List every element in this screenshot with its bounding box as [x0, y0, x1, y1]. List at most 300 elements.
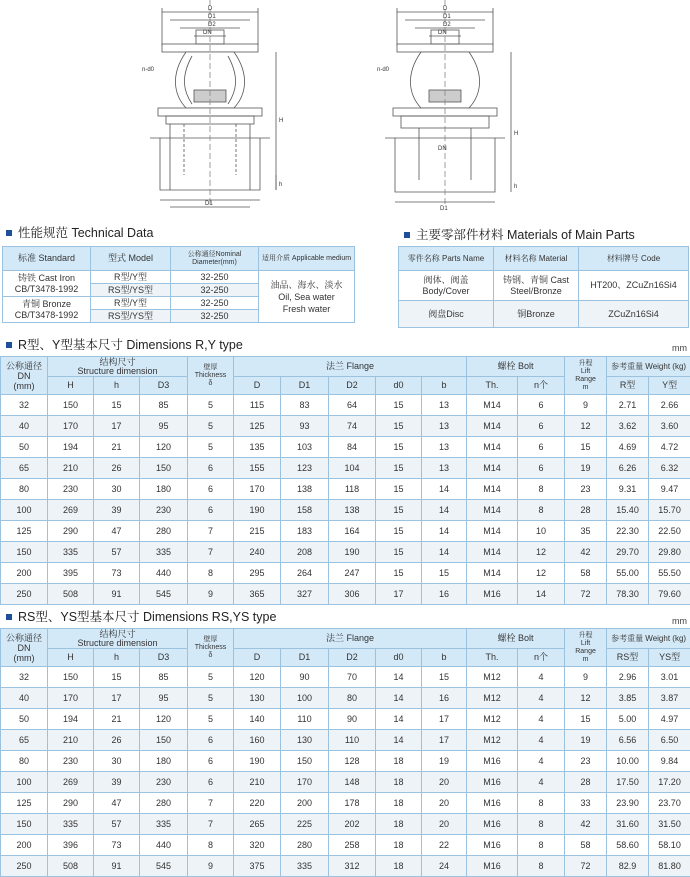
table-cell: 32 — [1, 395, 48, 416]
dim-label-d: D — [208, 6, 213, 12]
table-cell: 9 — [188, 584, 234, 605]
table-cell: M12 — [467, 688, 518, 709]
table-row — [1, 856, 690, 877]
table-cell: 8 — [188, 563, 234, 584]
dim-label-d1-bottom: D1 — [440, 206, 448, 212]
table-row — [1, 584, 690, 605]
table-cell: M14 — [467, 542, 518, 563]
table-cell: 2.66 — [649, 395, 690, 416]
table-cell: 280 — [281, 835, 329, 856]
header-bolt: 螺栓 Bolt — [467, 629, 565, 649]
table-cell: 58.10 — [649, 835, 690, 856]
tech-header-dn: 公称通径Nominal Diameter(mm) — [171, 247, 259, 271]
table-cell: M16 — [467, 584, 518, 605]
table-cell: 74 — [329, 416, 376, 437]
table-cell: 12 — [565, 416, 607, 437]
table-cell: 365 — [234, 584, 281, 605]
table-cell: 15 — [565, 709, 607, 730]
table-cell: 15 — [376, 437, 422, 458]
table-cell: 6 — [518, 458, 565, 479]
subheader-d1: D1 — [281, 649, 329, 667]
dimensions-table-rsys-body — [1, 667, 690, 877]
table-cell: 215 — [234, 521, 281, 542]
table-cell: 14 — [376, 688, 422, 709]
table-cell: 50 — [1, 709, 48, 730]
table-cell: 164 — [329, 521, 376, 542]
table-cell: 9.84 — [649, 751, 690, 772]
table-cell: 250 — [1, 856, 48, 877]
table-cell: 210 — [48, 458, 94, 479]
table-cell: 280 — [140, 521, 188, 542]
table-cell: 155 — [234, 458, 281, 479]
section-title-materials: 主要零部件材料 Materials of Main Parts — [404, 225, 635, 243]
table-cell: 545 — [140, 584, 188, 605]
table-cell: 15 — [376, 563, 422, 584]
table-cell: 335 — [48, 542, 94, 563]
table-cell: 14 — [376, 667, 422, 688]
table-cell: 73 — [94, 835, 140, 856]
materials-header-row — [399, 247, 689, 271]
table-cell: M16 — [467, 814, 518, 835]
table-cell: 7 — [188, 793, 234, 814]
subheader-n: n个 — [518, 377, 565, 395]
table-cell: 18 — [376, 772, 422, 793]
valve-drawing-rsys — [375, 0, 525, 215]
table-cell: 7 — [188, 814, 234, 835]
table-cell: 40 — [1, 416, 48, 437]
table-cell: 80 — [1, 751, 48, 772]
table-cell: 247 — [329, 563, 376, 584]
table-cell: 230 — [140, 500, 188, 521]
subheader-th: Th. — [467, 377, 518, 395]
table-cell: 14 — [376, 730, 422, 751]
tech-std-bronze: 青铜 Bronze CB/T3478-1992 — [3, 297, 91, 323]
table-cell: M14 — [467, 416, 518, 437]
table-cell: 30 — [94, 479, 140, 500]
subheader-b: b — [422, 377, 467, 395]
table-row — [1, 688, 690, 709]
table-cell: 15 — [376, 416, 422, 437]
subheader-d: D — [234, 649, 281, 667]
table-cell: 312 — [329, 856, 376, 877]
subheader-d0: d0 — [376, 649, 422, 667]
table-cell: 508 — [48, 584, 94, 605]
table-cell: 6 — [188, 772, 234, 793]
table-cell: 8 — [518, 793, 565, 814]
table-cell: 125 — [234, 416, 281, 437]
table-cell: 72 — [565, 856, 607, 877]
table-cell: 115 — [234, 395, 281, 416]
table-cell: 15 — [422, 667, 467, 688]
table-cell: 138 — [329, 500, 376, 521]
table-cell: 23 — [565, 751, 607, 772]
table-cell: 65 — [1, 730, 48, 751]
table-cell: 57 — [94, 814, 140, 835]
dimensions-table-ry — [0, 356, 690, 605]
table-cell: 13 — [422, 437, 467, 458]
table-cell: M14 — [467, 500, 518, 521]
table-cell: 3.62 — [607, 416, 649, 437]
table-cell: M14 — [467, 521, 518, 542]
table-cell: 4 — [518, 667, 565, 688]
table-cell: 123 — [281, 458, 329, 479]
valve-drawing-ry-svg — [140, 0, 290, 215]
table-cell: 6 — [518, 437, 565, 458]
table-cell: 72 — [565, 584, 607, 605]
table-cell: 42 — [565, 542, 607, 563]
table-cell: 5 — [188, 709, 234, 730]
table-cell: 80 — [1, 479, 48, 500]
table-cell: 8 — [518, 856, 565, 877]
table-cell: 202 — [329, 814, 376, 835]
table-cell: 5 — [188, 688, 234, 709]
dim-label-dn: DN — [438, 30, 447, 36]
table-cell: 6 — [188, 500, 234, 521]
materials-part: 阀体、阀盖 Body/Cover — [399, 271, 494, 301]
table-cell: 150 — [1, 542, 48, 563]
section-title-tech: 性能规范 Technical Data — [6, 223, 153, 241]
table-cell: 93 — [281, 416, 329, 437]
table-cell: 10 — [518, 521, 565, 542]
dim-label-d: D — [443, 6, 448, 12]
tech-header-standard: 标准 Standard — [3, 247, 91, 271]
table-cell: 90 — [281, 667, 329, 688]
subheader-d2: D2 — [329, 377, 376, 395]
tech-model: R型/Y型 — [91, 297, 171, 310]
table-cell: 130 — [281, 730, 329, 751]
table-cell: 5 — [188, 416, 234, 437]
table-cell: 6 — [188, 479, 234, 500]
bullet-square-icon — [6, 614, 12, 620]
table-row — [1, 542, 690, 563]
table-cell: 16 — [422, 688, 467, 709]
dimensions-table-rsys — [0, 628, 690, 877]
table-cell: 8 — [188, 835, 234, 856]
table-cell: 6 — [518, 395, 565, 416]
table-cell: 18 — [376, 856, 422, 877]
dim-label-dn: DN — [203, 30, 212, 36]
table-cell: 2.71 — [607, 395, 649, 416]
materials-code: HT200、ZCuZn16Si4 — [579, 271, 689, 301]
dimensions-table-ry-body — [1, 395, 690, 605]
table-cell: 39 — [94, 500, 140, 521]
bullet-square-icon — [404, 232, 410, 238]
table-cell: 269 — [48, 500, 94, 521]
table-cell: 148 — [329, 772, 376, 793]
table-cell: 180 — [140, 751, 188, 772]
table-cell: 14 — [422, 500, 467, 521]
table-cell: 5 — [188, 395, 234, 416]
table-cell: 9 — [565, 667, 607, 688]
table-cell: 15 — [565, 437, 607, 458]
table-row — [1, 437, 690, 458]
table-cell: 150 — [1, 814, 48, 835]
dim-label-nd0: n-d0 — [142, 67, 155, 73]
table-cell: 24 — [422, 856, 467, 877]
table-cell: 335 — [48, 814, 94, 835]
header-thickness: 壁厚 Thickness δ — [188, 629, 234, 667]
table-cell: 14 — [422, 521, 467, 542]
table-cell: 545 — [140, 856, 188, 877]
table-cell: M12 — [467, 730, 518, 751]
table-cell: 208 — [281, 542, 329, 563]
table-cell: 6.50 — [649, 730, 690, 751]
table-cell: 6.56 — [607, 730, 649, 751]
table-cell: 64 — [329, 395, 376, 416]
table-cell: 65 — [1, 458, 48, 479]
table-cell: 194 — [48, 437, 94, 458]
unit-label-rsys: mm — [672, 616, 687, 626]
table-cell: 14 — [422, 542, 467, 563]
table-cell: 26 — [94, 458, 140, 479]
materials-header-part: 零件名称 Parts Name — [399, 247, 494, 271]
table-cell: 395 — [48, 563, 94, 584]
table-cell: 13 — [422, 395, 467, 416]
subheader-d2: D2 — [329, 649, 376, 667]
table-cell: 6.32 — [649, 458, 690, 479]
table-cell: 3.60 — [649, 416, 690, 437]
table-cell: 15.40 — [607, 500, 649, 521]
table-cell: 320 — [234, 835, 281, 856]
table-cell: 290 — [48, 521, 94, 542]
table-cell: 21 — [94, 437, 140, 458]
table-cell: 15 — [376, 395, 422, 416]
table-cell: 12 — [565, 688, 607, 709]
table-cell: 295 — [234, 563, 281, 584]
table-cell: 2.96 — [607, 667, 649, 688]
table-cell: 18 — [376, 814, 422, 835]
table-cell: 22 — [422, 835, 467, 856]
table-cell: 18 — [376, 793, 422, 814]
header-lift: 升程 Lift Range m — [565, 629, 607, 667]
table-cell: 5 — [188, 667, 234, 688]
table-cell: 9.47 — [649, 479, 690, 500]
table-cell: 13 — [422, 416, 467, 437]
table-cell: 178 — [329, 793, 376, 814]
table-cell: 103 — [281, 437, 329, 458]
dim-label-nd0: n-d0 — [377, 67, 390, 73]
table-cell: 200 — [1, 563, 48, 584]
table-cell: 19 — [565, 458, 607, 479]
table-cell: 33 — [565, 793, 607, 814]
valve-drawing-ry — [140, 0, 290, 215]
tech-table — [2, 246, 355, 323]
table-cell: 17 — [422, 730, 467, 751]
table-cell: 35 — [565, 521, 607, 542]
table-cell: 15 — [376, 500, 422, 521]
table-cell: 81.80 — [649, 856, 690, 877]
table-row — [1, 730, 690, 751]
table-cell: 210 — [48, 730, 94, 751]
table-cell: 170 — [48, 688, 94, 709]
table-cell: 17 — [376, 584, 422, 605]
table-row — [1, 814, 690, 835]
tech-dn: 32-250 — [171, 284, 259, 297]
table-cell: 80 — [329, 688, 376, 709]
table-cell: 57 — [94, 542, 140, 563]
table-cell: 150 — [281, 751, 329, 772]
table-cell: M12 — [467, 709, 518, 730]
table-cell: 31.60 — [607, 814, 649, 835]
subheader-h: H — [48, 649, 94, 667]
table-cell: 22.30 — [607, 521, 649, 542]
table-cell: 3.87 — [649, 688, 690, 709]
table-cell: 125 — [1, 793, 48, 814]
table-cell: 23.70 — [649, 793, 690, 814]
table-cell: 19 — [565, 730, 607, 751]
table-cell: 14 — [376, 709, 422, 730]
table-row — [1, 416, 690, 437]
table-cell: 14 — [422, 479, 467, 500]
table-cell: 190 — [234, 751, 281, 772]
table-cell: 335 — [281, 856, 329, 877]
table-cell: 8 — [518, 814, 565, 835]
table-cell: 4.97 — [649, 709, 690, 730]
table-cell: 120 — [140, 437, 188, 458]
table-cell: 40 — [1, 688, 48, 709]
subheader-b: b — [422, 649, 467, 667]
header-thickness: 壁厚 Thickness δ — [188, 357, 234, 395]
bullet-square-icon — [6, 342, 12, 348]
subheader-h: H — [48, 377, 94, 395]
tech-model: R型/Y型 — [91, 271, 171, 284]
tech-dn: 32-250 — [171, 271, 259, 284]
table-cell: 15 — [376, 479, 422, 500]
table-cell: 194 — [48, 709, 94, 730]
table-cell: 160 — [234, 730, 281, 751]
table-cell: 240 — [234, 542, 281, 563]
dim-label-h-upper: H — [279, 118, 283, 124]
table-cell: 335 — [140, 814, 188, 835]
table-cell: 190 — [329, 542, 376, 563]
table-cell: 70 — [329, 667, 376, 688]
table-cell: 31.50 — [649, 814, 690, 835]
tech-model: RS型/YS型 — [91, 284, 171, 297]
table-cell: 4.72 — [649, 437, 690, 458]
dim-label-d1: D1 — [208, 14, 216, 20]
table-cell: 4 — [518, 709, 565, 730]
unit-label-ry: mm — [672, 343, 687, 353]
table-cell: 280 — [140, 793, 188, 814]
table-cell: 7 — [188, 542, 234, 563]
table-cell: 6 — [188, 751, 234, 772]
table-cell: 4 — [518, 772, 565, 793]
table-cell: M14 — [467, 479, 518, 500]
table-cell: 15 — [376, 542, 422, 563]
table-cell: 23 — [565, 479, 607, 500]
table-cell: 170 — [281, 772, 329, 793]
table-cell: 158 — [281, 500, 329, 521]
table-cell: 18 — [376, 751, 422, 772]
table-cell: 79.60 — [649, 584, 690, 605]
table-cell: 15.70 — [649, 500, 690, 521]
table-cell: 170 — [48, 416, 94, 437]
table-cell: 264 — [281, 563, 329, 584]
table-cell: 15 — [376, 458, 422, 479]
table-cell: 73 — [94, 563, 140, 584]
table-cell: 50 — [1, 437, 48, 458]
table-cell: 6 — [188, 458, 234, 479]
dim-label-h-lower: h — [514, 184, 517, 190]
table-cell: 9.31 — [607, 479, 649, 500]
table-cell: 29.80 — [649, 542, 690, 563]
table-cell: 110 — [281, 709, 329, 730]
table-cell: 440 — [140, 563, 188, 584]
table-cell: 265 — [234, 814, 281, 835]
table-cell: 8 — [518, 835, 565, 856]
table-cell: 15 — [422, 563, 467, 584]
header-structure: 结构尺寸 Structure dimension — [48, 357, 188, 377]
bullet-square-icon — [6, 230, 12, 236]
dim-label-d2: D2 — [208, 22, 216, 28]
table-cell: 17 — [422, 709, 467, 730]
table-cell: 17.20 — [649, 772, 690, 793]
subheader-weight-rs: RS型 — [607, 649, 649, 667]
table-cell: 9 — [565, 395, 607, 416]
table-row — [1, 563, 690, 584]
table-cell: 3.01 — [649, 667, 690, 688]
table-row — [1, 395, 690, 416]
header-flange: 法兰 Flange — [234, 357, 467, 377]
table-cell: 18 — [376, 835, 422, 856]
table-cell: 6 — [518, 416, 565, 437]
table-cell: 440 — [140, 835, 188, 856]
materials-header-material: 材料名称 Material — [494, 247, 579, 271]
table-row — [1, 793, 690, 814]
materials-material: 铸钢、青铜 Cast Steel/Bronze — [494, 271, 579, 301]
table-cell: 135 — [234, 437, 281, 458]
table-cell: M14 — [467, 563, 518, 584]
table-cell: 20 — [422, 772, 467, 793]
table-cell: 17 — [94, 416, 140, 437]
table-cell: 14 — [518, 584, 565, 605]
table-cell: 183 — [281, 521, 329, 542]
table-cell: 7 — [188, 521, 234, 542]
table-cell: 306 — [329, 584, 376, 605]
table-row — [1, 709, 690, 730]
table-cell: 23.90 — [607, 793, 649, 814]
table-cell: 3.85 — [607, 688, 649, 709]
table-cell: 128 — [329, 751, 376, 772]
materials-header-code: 材料牌号 Code — [579, 247, 689, 271]
table-cell: 210 — [234, 772, 281, 793]
table-cell: 29.70 — [607, 542, 649, 563]
table-cell: 85 — [140, 395, 188, 416]
table-cell: 118 — [329, 479, 376, 500]
dim-label-d2: D2 — [443, 22, 451, 28]
table-cell: 120 — [234, 667, 281, 688]
table-cell: 220 — [234, 793, 281, 814]
table-cell: 16 — [422, 584, 467, 605]
table-cell: 100 — [1, 500, 48, 521]
table-cell: M14 — [467, 437, 518, 458]
table-cell: 100 — [1, 772, 48, 793]
table-cell: 9 — [188, 856, 234, 877]
table-cell: 85 — [140, 667, 188, 688]
table-cell: 225 — [281, 814, 329, 835]
table-cell: 150 — [140, 730, 188, 751]
table-cell: 269 — [48, 772, 94, 793]
table-cell: 4.69 — [607, 437, 649, 458]
table-cell: 20 — [422, 814, 467, 835]
subheader-d3: D3 — [140, 649, 188, 667]
table-cell: 375 — [234, 856, 281, 877]
table-cell: 230 — [140, 772, 188, 793]
table-cell: 21 — [94, 709, 140, 730]
table-cell: 15 — [94, 667, 140, 688]
table-cell: 8 — [518, 479, 565, 500]
section-title-rsys: RS型、YS型基本尺寸 Dimensions RS,YS type — [6, 607, 276, 625]
